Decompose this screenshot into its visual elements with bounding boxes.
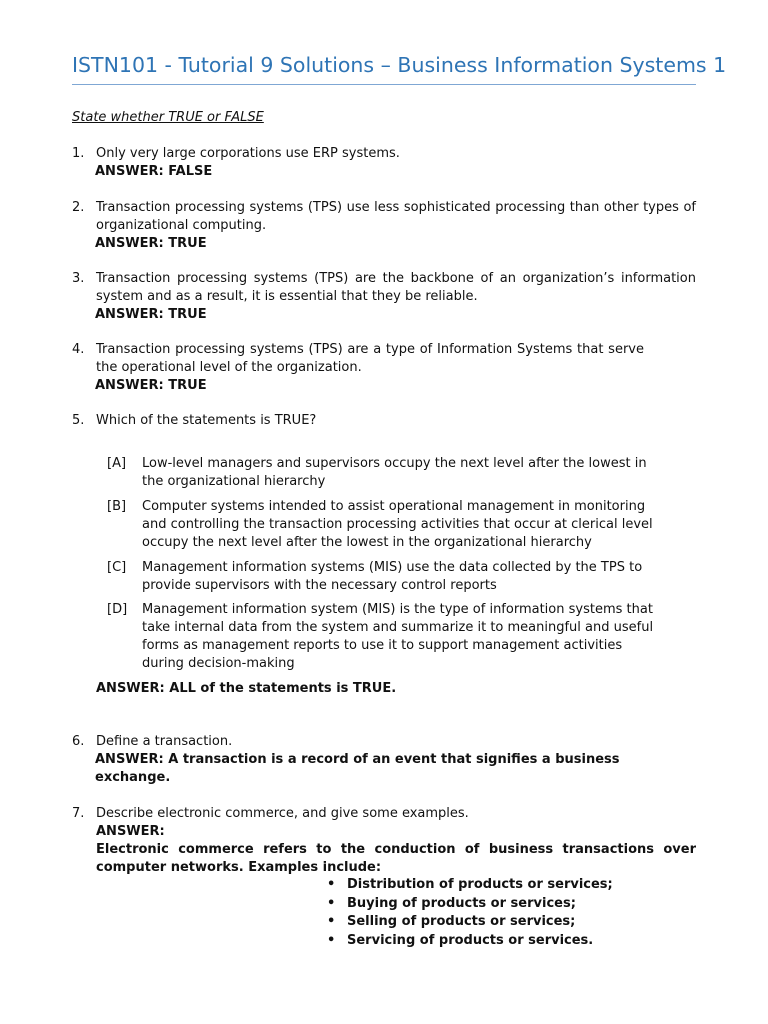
- question-7: [72, 805, 696, 877]
- question-text: Which of the statements is TRUE?: [96, 413, 317, 428]
- question-text: Transaction processing systems (TPS) are a type of Information Systems that serve the operational level of the organization.: [96, 342, 644, 375]
- answer: ANSWER: TRUE: [95, 236, 207, 251]
- question-number: 5.: [72, 413, 85, 428]
- question-text: Only very large corporations use ERP systems.: [96, 146, 400, 161]
- answer: ANSWER: ALL of the statements is TRUE.: [96, 681, 397, 696]
- question-number: 4.: [72, 342, 85, 357]
- question-3: [72, 270, 696, 324]
- question-number: 7.: [72, 806, 85, 821]
- list-item: • Distribution of products or services;: [327, 876, 613, 895]
- option-a: [107, 455, 659, 491]
- question-2: [72, 199, 696, 253]
- answer: ANSWER: A transaction is a record of an event that signifies a business exchange.: [95, 752, 620, 785]
- answer-label: ANSWER:: [96, 824, 165, 839]
- question-5-answer: [72, 680, 696, 698]
- option-label: [D]: [107, 602, 128, 617]
- option-d: [107, 601, 659, 673]
- question-number: 2.: [72, 200, 85, 215]
- option-text: Computer systems intended to assist operational management in monitoring and controlling the transaction processing activities that occur at clerical level occupy the next level after the lowest in the organizational hierarchy: [142, 499, 653, 550]
- answer-text: Electronic commerce refers to the conduction of business transactions over computer networks. Examples include:: [96, 842, 696, 875]
- option-label: [C]: [107, 560, 127, 575]
- answer: ANSWER: TRUE: [95, 307, 207, 322]
- question-number: 6.: [72, 734, 85, 749]
- option-label: [A]: [107, 456, 127, 471]
- list-item: • Selling of products or services;: [327, 913, 613, 932]
- question-1: [72, 145, 696, 181]
- option-label: [B]: [107, 499, 127, 514]
- question-number: 3.: [72, 271, 85, 286]
- examples-list: [327, 876, 613, 951]
- question-text: Transaction processing systems (TPS) use less sophisticated processing than other types of organizational computing.: [96, 200, 696, 233]
- option-text: Management information systems (MIS) use the data collected by the TPS to provide supervisors with the necessary control reports: [142, 560, 643, 593]
- document-title: ISTN101 - Tutorial 9 Solutions – Business Information Systems 1: [72, 53, 727, 77]
- option-text: Management information system (MIS) is the type of information systems that take internal data from the system and summarize it to meaningful and useful forms as management reports to use it to support management activities during decision-making: [142, 602, 654, 671]
- question-text: Define a transaction.: [96, 734, 233, 749]
- list-item: • Buying of products or services;: [327, 895, 613, 914]
- answer: ANSWER: TRUE: [95, 378, 207, 393]
- instruction: State whether TRUE or FALSE: [72, 110, 264, 125]
- question-4: [72, 341, 696, 395]
- title-underline: [72, 84, 696, 85]
- question-number: 1.: [72, 146, 85, 161]
- option-c: [107, 559, 659, 595]
- question-5: [72, 412, 696, 430]
- question-text: Transaction processing systems (TPS) are the backbone of an organization’s information system and as a result, it is essential that they be reliable.: [96, 271, 696, 304]
- question-text: Describe electronic commerce, and give some examples.: [96, 806, 469, 821]
- question-6: [72, 733, 696, 787]
- option-b: [107, 498, 659, 552]
- option-text: Low-level managers and supervisors occupy the next level after the lowest in the organizational hierarchy: [142, 456, 647, 489]
- list-item: • Servicing of products or services.: [327, 932, 613, 951]
- answer: ANSWER: FALSE: [95, 164, 213, 179]
